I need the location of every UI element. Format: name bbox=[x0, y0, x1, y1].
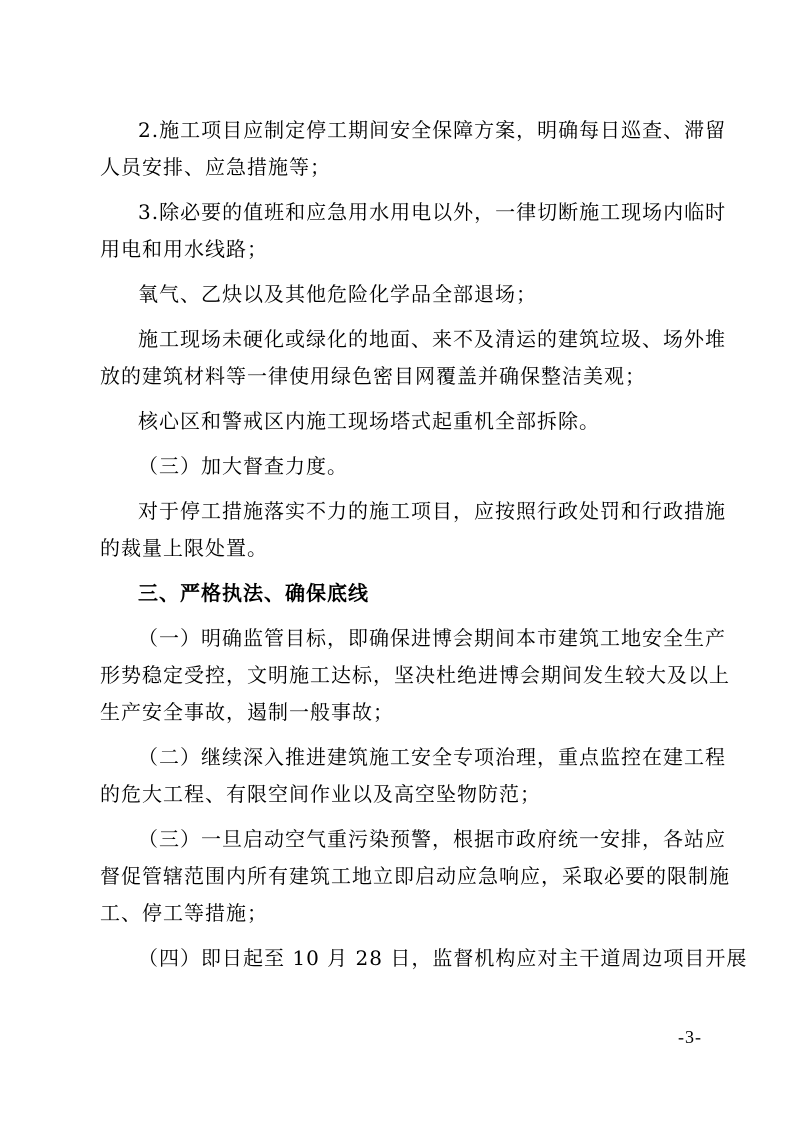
page-number: -3- bbox=[678, 1027, 702, 1047]
text-line: 工、停工等措施； bbox=[100, 901, 268, 925]
paragraph-governance bbox=[100, 739, 726, 813]
text-line: 核心区和警戒区内施工现场塔式起重机全部拆除。 bbox=[138, 409, 600, 433]
paragraph-oxygen bbox=[100, 276, 702, 313]
text-line: 对于停工措施落实不力的施工项目，应按照行政处罚和行政措施 bbox=[138, 499, 726, 523]
paragraph-target bbox=[100, 620, 730, 731]
paragraph-crane bbox=[100, 403, 702, 440]
text-line: 形势稳定受控，文明施工达标，坚决杜绝进博会期间发生较大及以上 bbox=[100, 663, 730, 687]
text-line: （三）一旦启动空气重污染预警，根据市政府统一安排，各站应 bbox=[138, 827, 726, 851]
paragraph-penalty bbox=[100, 493, 726, 567]
text-line: 3.除必要的值班和应急用水用电以外，一律切断施工现场内临时 bbox=[138, 200, 727, 224]
section-heading bbox=[100, 575, 702, 612]
text-line: 2.施工项目应制定停工期间安全保障方案，明确每日巡查、滞留 bbox=[138, 118, 727, 142]
text-line: （四）即日起至 10 月 28 日，监督机构应对主干道周边项目开展 bbox=[138, 946, 748, 970]
text-line: 的危大工程、有限空间作业以及高空坠物防范； bbox=[100, 782, 541, 806]
paragraph-item-2 bbox=[100, 112, 727, 186]
text-line: 的裁量上限处置。 bbox=[100, 536, 268, 560]
text-line: 督促管辖范围内所有建筑工地立即启动应急响应，采取必要的限制施 bbox=[100, 864, 730, 888]
text-line: （一）明确监管目标，即确保进博会期间本市建筑工地安全生产 bbox=[138, 626, 726, 650]
paragraph-item-3 bbox=[100, 194, 727, 268]
text-line: （三）加大督查力度。 bbox=[138, 454, 348, 478]
text-line: 三、严格执法、确保底线 bbox=[138, 581, 369, 605]
paragraph-ground-cover bbox=[100, 321, 726, 395]
paragraph-pollution bbox=[100, 821, 730, 932]
document-page bbox=[100, 112, 748, 977]
text-line: 用电和用水线路； bbox=[100, 237, 268, 261]
text-line: 施工现场未硬化或绿化的地面、来不及清运的建筑垃圾、场外堆 bbox=[138, 327, 726, 351]
text-line: （二）继续深入推进建筑施工安全专项治理，重点监控在建工程 bbox=[138, 745, 726, 769]
subheading-supervision bbox=[100, 448, 702, 485]
paragraph-deadline bbox=[100, 940, 748, 977]
text-line: 氧气、乙炔以及其他危险化学品全部退场； bbox=[138, 282, 537, 306]
text-line: 生产安全事故，遏制一般事故； bbox=[100, 700, 394, 724]
text-line: 人员安排、应急措施等； bbox=[100, 155, 331, 179]
text-line: 放的建筑材料等一律使用绿色密目网覆盖并确保整洁美观； bbox=[100, 364, 646, 388]
